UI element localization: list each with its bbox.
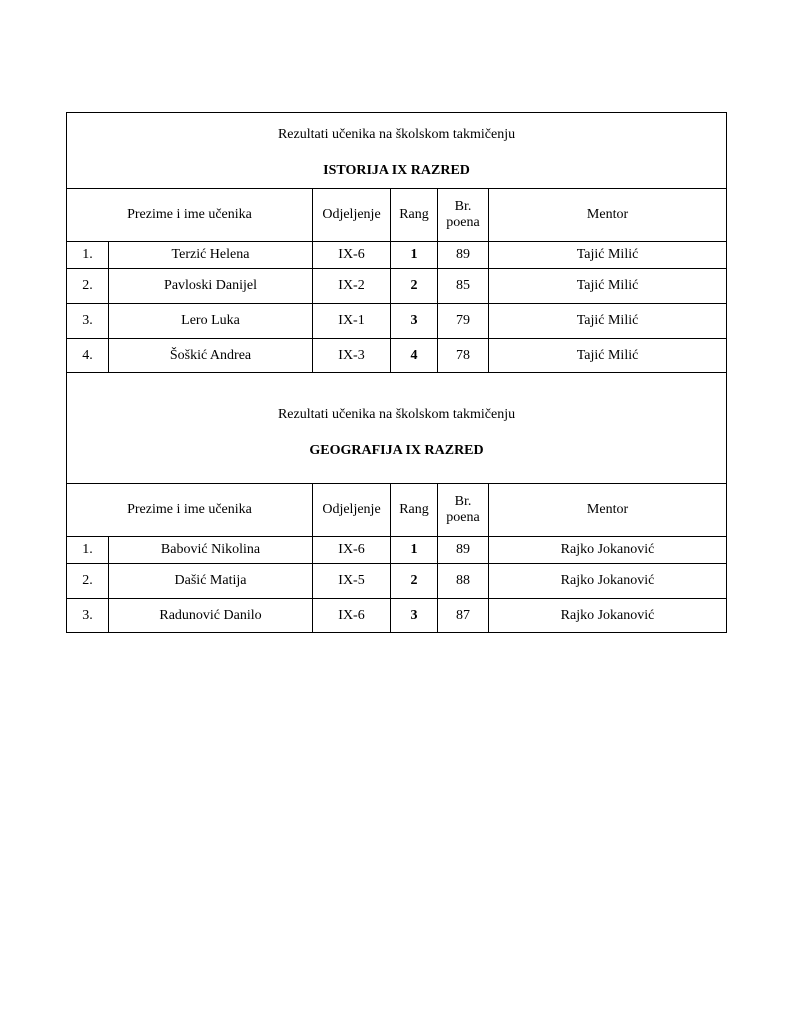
student-class: IX-2 xyxy=(313,269,391,304)
student-rank: 4 xyxy=(391,339,438,373)
student-mentor: Rajko Jokanović xyxy=(489,599,727,633)
student-name: Babović Nikolina xyxy=(109,537,313,564)
header-points xyxy=(438,484,489,537)
table-row xyxy=(67,269,727,304)
student-class: IX-6 xyxy=(313,242,391,269)
header-rank: Rang xyxy=(391,484,438,537)
student-mentor: Rajko Jokanović xyxy=(489,537,727,564)
header-name: Prezime i ime učenika xyxy=(67,189,313,242)
header-row xyxy=(67,189,727,242)
student-class: IX-3 xyxy=(313,339,391,373)
header-rank: Rang xyxy=(391,189,438,242)
student-name: Lero Luka xyxy=(109,304,313,339)
table-row xyxy=(67,304,727,339)
student-mentor: Tajić Milić xyxy=(489,339,727,373)
table-row xyxy=(67,599,727,633)
student-points: 89 xyxy=(438,537,489,564)
table-row xyxy=(67,339,727,373)
student-rank: 2 xyxy=(391,564,438,599)
section-title-row xyxy=(67,373,727,484)
header-name: Prezime i ime učenika xyxy=(67,484,313,537)
section-heading: ISTORIJA IX RAZRED xyxy=(323,162,470,178)
student-mentor: Rajko Jokanović xyxy=(489,564,727,599)
header-points-line1: Br. xyxy=(454,199,472,214)
student-name: Šoškić Andrea xyxy=(109,339,313,373)
header-class: Odjeljenje xyxy=(313,189,391,242)
student-rank: 3 xyxy=(391,304,438,339)
student-name: Terzić Helena xyxy=(109,242,313,269)
student-mentor: Tajić Milić xyxy=(489,269,727,304)
row-number: 3. xyxy=(67,304,109,339)
section-subtitle: Rezultati učenika na školskom takmičenju xyxy=(277,407,516,422)
student-name: Pavloski Danijel xyxy=(109,269,313,304)
row-number: 2. xyxy=(67,564,109,599)
student-points: 89 xyxy=(438,242,489,269)
row-number: 3. xyxy=(67,599,109,633)
header-points xyxy=(438,189,489,242)
results-table xyxy=(66,112,727,633)
section-title-cell xyxy=(67,113,727,189)
student-class: IX-6 xyxy=(313,599,391,633)
student-points: 85 xyxy=(438,269,489,304)
row-number: 1. xyxy=(67,537,109,564)
student-class: IX-5 xyxy=(313,564,391,599)
row-number: 2. xyxy=(67,269,109,304)
section-subtitle: Rezultati učenika na školskom takmičenju xyxy=(277,126,516,142)
student-class: IX-1 xyxy=(313,304,391,339)
header-mentor: Mentor xyxy=(489,484,727,537)
student-points: 79 xyxy=(438,304,489,339)
row-number: 4. xyxy=(67,339,109,373)
student-points: 78 xyxy=(438,339,489,373)
student-points: 88 xyxy=(438,564,489,599)
header-mentor: Mentor xyxy=(489,189,727,242)
table-row xyxy=(67,537,727,564)
student-mentor: Tajić Milić xyxy=(489,242,727,269)
header-points-line2: poena xyxy=(446,215,480,230)
student-points: 87 xyxy=(438,599,489,633)
student-mentor: Tajić Milić xyxy=(489,304,727,339)
section-title-row xyxy=(67,113,727,189)
header-points-line1: Br. xyxy=(454,494,472,509)
student-name: Dašić Matija xyxy=(109,564,313,599)
header-points-line2: poena xyxy=(446,510,480,525)
student-class: IX-6 xyxy=(313,537,391,564)
section-heading: GEOGRAFIJA IX RAZRED xyxy=(309,443,484,458)
row-number: 1. xyxy=(67,242,109,269)
student-rank: 3 xyxy=(391,599,438,633)
header-row xyxy=(67,484,727,537)
student-rank: 1 xyxy=(391,242,438,269)
student-name: Radunović Danilo xyxy=(109,599,313,633)
table-row xyxy=(67,564,727,599)
table-row xyxy=(67,242,727,269)
header-class: Odjeljenje xyxy=(313,484,391,537)
section-title-cell xyxy=(67,373,727,484)
student-rank: 2 xyxy=(391,269,438,304)
student-rank: 1 xyxy=(391,537,438,564)
